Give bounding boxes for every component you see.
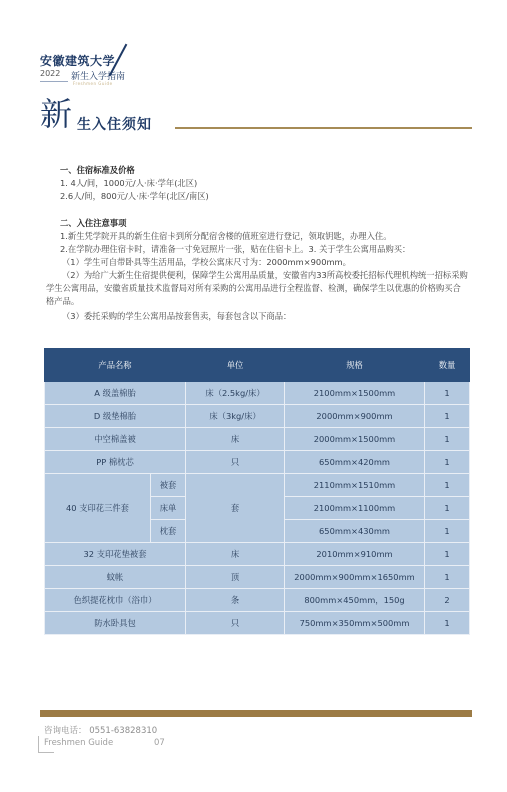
cell-spec: 2010mm×910mm <box>285 543 425 566</box>
cell-qty: 1 <box>425 543 470 566</box>
heading-accommodation: 一、住宿标准及价格 <box>60 165 135 175</box>
cell-name: D 级垫棉胎 <box>45 405 186 428</box>
cell-name: 32 支印花垫被套 <box>45 543 186 566</box>
cell-qty: 2 <box>425 589 470 612</box>
cell-name: PP 棉枕芯 <box>45 451 186 474</box>
cell-name: 蚊帐 <box>45 566 186 589</box>
header-unit: 单位 <box>186 349 285 382</box>
table-row <box>45 589 470 612</box>
note-2: 2.在学院办理住宿卡时，请准备一寸免冠照片一张，贴在住宿卡上。3. 关于学生公寓用品购买： <box>60 244 411 254</box>
table-row <box>45 566 470 589</box>
cell-set-name: 40 支印花三件套 <box>45 474 151 543</box>
footer-rule <box>40 710 472 717</box>
table-row <box>45 405 470 428</box>
brand-year: 2022 <box>40 69 61 78</box>
header-spec: 规格 <box>285 349 425 382</box>
cell-unit: 床 <box>186 428 285 451</box>
cell-qty: 1 <box>425 451 470 474</box>
header-qty: 数量 <box>425 349 470 382</box>
cell-qty: 1 <box>425 497 470 520</box>
table-row <box>45 451 470 474</box>
table-row <box>45 543 470 566</box>
note-5: （3）委托采购的学生公寓用品按套售卖，每套包含以下商品： <box>62 311 292 321</box>
cell-unit: 顶 <box>186 566 285 589</box>
cell-unit: 只 <box>186 451 285 474</box>
cell-spec: 800mm×450mm，150g <box>285 589 425 612</box>
brand-divider <box>40 81 68 82</box>
table-row <box>45 382 470 405</box>
heading-notes: 二、入住注意事项 <box>60 218 127 228</box>
cell-qty: 1 <box>425 428 470 451</box>
table-header-row <box>45 349 470 382</box>
cell-qty: 1 <box>425 520 470 543</box>
goods-table <box>44 348 470 635</box>
cell-qty: 1 <box>425 474 470 497</box>
brand-subtitle: 新生入学指南 <box>71 72 126 82</box>
cell-unit: 床 <box>186 543 285 566</box>
note-3: （1）学生可自带卧具等生活用品，学校公寓床尺寸为：2000mm×900mm。 <box>62 257 351 267</box>
cell-set-sub: 枕套 <box>151 520 186 543</box>
cell-spec: 650mm×430mm <box>285 520 425 543</box>
section-rule <box>175 127 472 129</box>
cell-unit: 床（2.5kg/床） <box>186 382 285 405</box>
cell-spec: 2000mm×900mm <box>285 405 425 428</box>
cell-unit: 床（3kg/床） <box>186 405 285 428</box>
cell-name: A 级盖棉胎 <box>45 382 186 405</box>
table-row <box>45 612 470 635</box>
cell-name: 防水卧具包 <box>45 612 186 635</box>
price-line-2: 2.6人/间，800元/人·床·学年(北区/南区) <box>60 191 209 201</box>
note-4a: （2）为给广大新生住宿提供便利，保障学生公寓用品质量，安徽省内33所高校委托招标代理机构统一招标采购 <box>62 270 468 280</box>
cell-spec: 650mm×420mm <box>285 451 425 474</box>
cell-name: 色织提花枕巾（浴巾） <box>45 589 186 612</box>
cell-name: 中空棉盖被 <box>45 428 186 451</box>
cell-spec: 750mm×350mm×500mm <box>285 612 425 635</box>
cell-qty: 1 <box>425 405 470 428</box>
section-title-initial: 新 <box>40 95 73 133</box>
price-line-1: 1. 4人/间，1000元/人·床·学年(北区) <box>60 178 198 188</box>
cell-spec: 2000mm×900mm×1650mm <box>285 566 425 589</box>
header-name: 产品名称 <box>45 349 186 382</box>
cell-qty: 1 <box>425 612 470 635</box>
cell-set-sub: 床单 <box>151 497 186 520</box>
note-4b: 学生公寓用品，安徽省质量技术监督局对所有采购的公寓用品进行全程监督、检测，确保学生以优惠的价格购买合 <box>46 283 461 293</box>
cell-set-sub: 被套 <box>151 474 186 497</box>
section-title: 生入住须知 <box>77 117 152 133</box>
note-4c: 格产品。 <box>46 296 80 306</box>
brand-english: Freshmen Guide <box>73 81 113 86</box>
table-row <box>45 428 470 451</box>
cell-spec: 2100mm×1100mm <box>285 497 425 520</box>
cell-set-unit: 套 <box>186 474 285 543</box>
cell-spec: 2110mm×1510mm <box>285 474 425 497</box>
note-1: 1.新生凭学院开具的新生住宿卡到所分配宿舍楼的值班室进行登记，领取钥匙，办理入住。 <box>60 231 392 241</box>
brand-title: 安徽建筑大学 <box>40 54 116 68</box>
cell-qty: 1 <box>425 382 470 405</box>
footer-corner-mark <box>38 736 39 752</box>
footer-phone: 咨询电话： 0551-63828310 <box>44 726 158 736</box>
footer-english: Freshmen Guide <box>44 738 114 748</box>
cell-unit: 条 <box>186 589 285 612</box>
cell-unit: 只 <box>186 612 285 635</box>
page-number: 07 <box>154 738 165 748</box>
table-row <box>45 474 470 497</box>
cell-qty: 1 <box>425 566 470 589</box>
cell-spec: 2000mm×1500mm <box>285 428 425 451</box>
cell-spec: 2100mm×1500mm <box>285 382 425 405</box>
footer-corner-mark <box>38 752 54 753</box>
